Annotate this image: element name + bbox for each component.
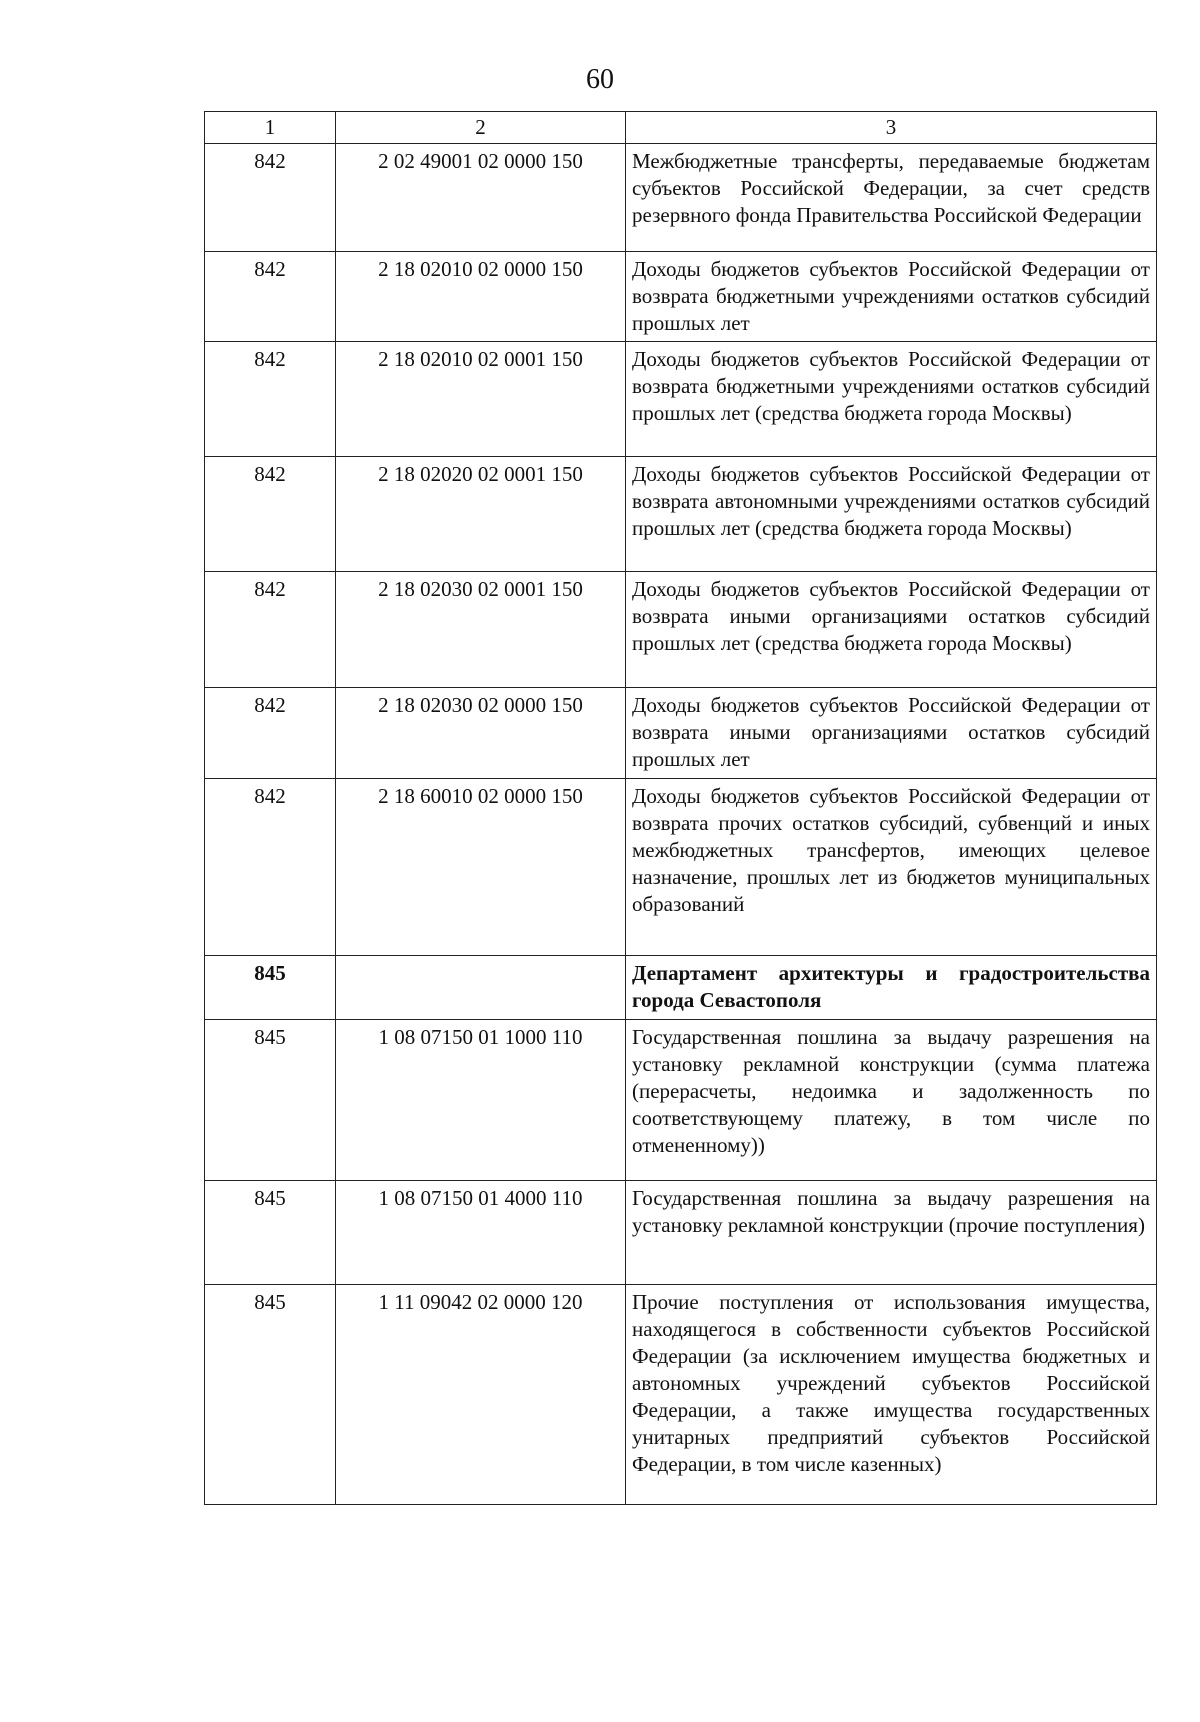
page-number: 60	[586, 64, 614, 95]
table-row	[205, 1181, 1157, 1285]
table-row	[205, 342, 1157, 457]
table-row	[205, 457, 1157, 572]
admin-code-cell: 842	[205, 144, 336, 252]
revenue-code-cell: 2 18 60010 02 0000 150	[336, 779, 626, 956]
table-row	[205, 688, 1157, 779]
admin-code-cell: 845	[205, 1181, 336, 1285]
column-number-row	[205, 112, 1157, 144]
table-row	[205, 779, 1157, 956]
admin-code-cell: 845	[205, 956, 336, 1020]
revenue-description-cell: Прочие поступления от использования имущества, находящегося в собственности субъектов Российской Федерации (за исключением имущества бюджетных и автономных учреждений субъектов Российской Федерации, а также имущества государственных унитарных предприятий субъектов Российской Федерации, в том числе казенных)	[626, 1285, 1157, 1505]
revenue-description-cell: Доходы бюджетов субъектов Российской Федерации от возврата бюджетными учреждениями остатков субсидий прошлых лет (средства бюджета города Москвы)	[626, 342, 1157, 457]
table-row	[205, 1285, 1157, 1505]
admin-code-cell: 842	[205, 572, 336, 688]
admin-code-cell: 845	[205, 1285, 336, 1505]
revenue-code-cell: 1 08 07150 01 1000 110	[336, 1020, 626, 1181]
revenue-code-cell: 2 18 02030 02 0001 150	[336, 572, 626, 688]
admin-code-cell: 842	[205, 779, 336, 956]
column-number-3: 3	[626, 112, 1157, 144]
revenue-code-cell: 2 18 02030 02 0000 150	[336, 688, 626, 779]
table-row	[205, 252, 1157, 342]
column-number-1: 1	[205, 112, 336, 144]
revenue-code-cell: 2 18 02020 02 0001 150	[336, 457, 626, 572]
revenue-description-cell: Доходы бюджетов субъектов Российской Федерации от возврата иными организациями остатков субсидий прошлых лет (средства бюджета города Москвы)	[626, 572, 1157, 688]
admin-code-cell: 842	[205, 252, 336, 342]
admin-code-cell: 842	[205, 342, 336, 457]
revenue-description-cell: Доходы бюджетов субъектов Российской Федерации от возврата бюджетными учреждениями остатков субсидий прошлых лет	[626, 252, 1157, 342]
revenue-description-cell: Межбюджетные трансферты, передаваемые бюджетам субъектов Российской Федерации, за счет средств резервного фонда Правительства Российской Федерации	[626, 144, 1157, 252]
revenue-code-cell	[336, 956, 626, 1020]
revenue-description-cell: Доходы бюджетов субъектов Российской Федерации от возврата прочих остатков субсидий, субвенций и иных межбюджетных трансфертов, имеющих целевое назначение, прошлых лет из бюджетов муниципальных образований	[626, 779, 1157, 956]
revenue-description-cell: Государственная пошлина за выдачу разрешения на установку рекламной конструкции (прочие поступления)	[626, 1181, 1157, 1285]
revenue-code-cell: 2 18 02010 02 0001 150	[336, 342, 626, 457]
table-row	[205, 1020, 1157, 1181]
department-heading-row	[205, 956, 1157, 1020]
department-name-cell: Департамент архитектуры и градостроительства города Севастополя	[626, 956, 1157, 1020]
admin-code-cell: 842	[205, 457, 336, 572]
table-row	[205, 144, 1157, 252]
admin-code-cell: 842	[205, 688, 336, 779]
revenue-code-cell: 2 02 49001 02 0000 150	[336, 144, 626, 252]
revenue-code-cell: 1 08 07150 01 4000 110	[336, 1181, 626, 1285]
column-number-2: 2	[336, 112, 626, 144]
table-row	[205, 572, 1157, 688]
revenue-code-cell: 2 18 02010 02 0000 150	[336, 252, 626, 342]
revenue-code-cell: 1 11 09042 02 0000 120	[336, 1285, 626, 1505]
revenue-description-cell: Доходы бюджетов субъектов Российской Федерации от возврата автономными учреждениями остатков субсидий прошлых лет (средства бюджета города Москвы)	[626, 457, 1157, 572]
revenue-description-cell: Государственная пошлина за выдачу разрешения на установку рекламной конструкции (сумма платежа (перерасчеты, недоимка и задолженность по соответствующему платежу, в том числе по отмененному))	[626, 1020, 1157, 1181]
revenue-description-cell: Доходы бюджетов субъектов Российской Федерации от возврата иными организациями остатков субсидий прошлых лет	[626, 688, 1157, 779]
admin-code-cell: 845	[205, 1020, 336, 1181]
revenue-codes-table	[204, 111, 1157, 1505]
